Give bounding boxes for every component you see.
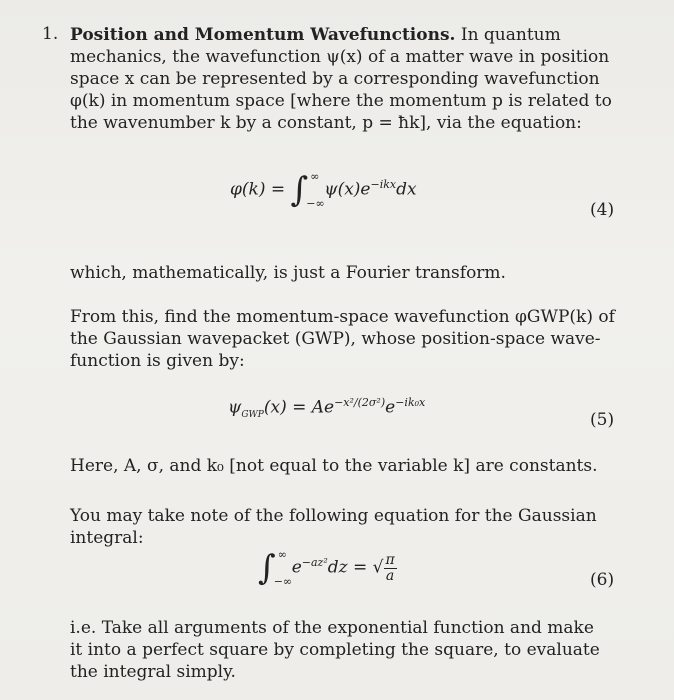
equation-4-label: (4)	[590, 200, 615, 220]
constants-text: Here, A, σ, and k₀ [not equal to the variable k] are constants.	[70, 456, 598, 476]
para2-line-0: From this, find the momentum-space wavefunction φGWP(k) of	[70, 307, 615, 327]
equation-6-label: (6)	[590, 570, 615, 590]
para3-line-0: You may take note of the following equation for the Gaussian	[70, 506, 597, 526]
after-eq4-text: which, mathematically, is just a Fourier transform.	[70, 263, 506, 283]
intro-line-2: space x can be represented by a corresponding wavefunction	[70, 69, 600, 89]
intro-line-3: φ(k) in momentum space [where the momentum p is related to	[70, 91, 612, 111]
intro-line-0	[70, 24, 630, 46]
para2-line-1: the Gaussian wavepacket (GWP), whose position-space wave-	[70, 329, 601, 349]
para3-line-1: integral:	[70, 528, 144, 548]
para4-line-0: i.e. Take all arguments of the exponential function and make	[70, 618, 594, 638]
problem-title: Position and Momentum Wavefunctions.	[70, 25, 456, 45]
para4-line-2: the integral simply.	[70, 662, 236, 682]
problem-number: 1.	[42, 24, 59, 44]
intro-text-0: In quantum	[460, 25, 561, 45]
para4-line-1: it into a perfect square by completing the square, to evaluate	[70, 640, 600, 660]
equation-4: φ(k) = ∫ ∞ −∞ $\psi(x)e^{-ikx}dx$	[230, 170, 417, 210]
equation-5-label: (5)	[590, 410, 615, 430]
intro-line-1: mechanics, the wavefunction ψ(x) of a matter wave in position	[70, 47, 610, 67]
intro-line-4: the wavenumber k by a constant, p = ħk], via the equation:	[70, 113, 582, 133]
equation-6: ∫ ∞ −∞ $e^{-az^2}dz$ = √ $\frac{\pi}{a}$	[258, 548, 395, 588]
para2-line-2: function is given by:	[70, 351, 245, 371]
equation-5: $\psi_{GWP}(x) = Ae^{-x^2/(2\sigma^2)}e^{-ik_0x}$	[228, 396, 426, 421]
